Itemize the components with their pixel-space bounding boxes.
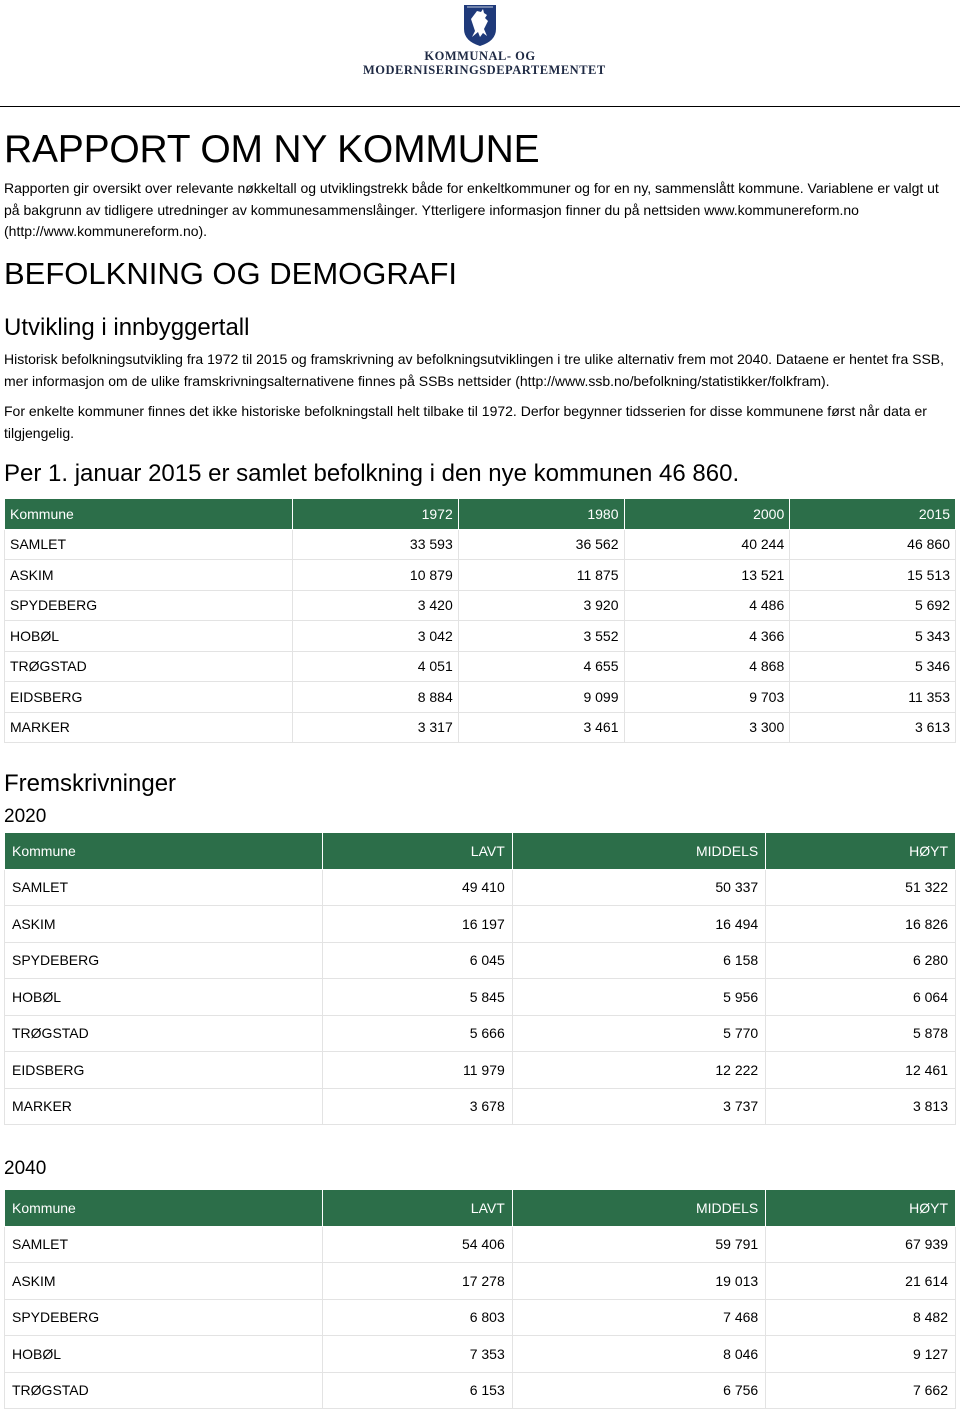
column-header: Kommune xyxy=(5,833,323,870)
section-title: BEFOLKNING OG DEMOGRAFI xyxy=(4,256,457,291)
population-cell: 6 064 xyxy=(766,979,956,1016)
column-header: 1972 xyxy=(293,499,459,530)
population-cell: 5 770 xyxy=(512,1015,765,1052)
population-cell: 5 956 xyxy=(512,979,765,1016)
column-header: 2015 xyxy=(790,499,956,530)
municipality-cell: MARKER xyxy=(5,712,293,743)
municipality-cell: ASKIM xyxy=(5,1263,323,1300)
table-header-row xyxy=(5,833,956,870)
population-cell: 3 920 xyxy=(458,590,624,621)
table-row xyxy=(5,1052,956,1089)
population-cell: 10 879 xyxy=(293,560,459,591)
column-header: 2000 xyxy=(624,499,790,530)
table-row xyxy=(5,1015,956,1052)
population-cell: 3 300 xyxy=(624,712,790,743)
section-paragraph-2: For enkelte kommuner finnes det ikke historiske befolkningstall helt tilbake til 1972. Derfor begynner tidsserien for disse kommunene først når data er tilgjengelig. xyxy=(4,403,927,441)
population-cell: 5 878 xyxy=(766,1015,956,1052)
population-cell: 3 461 xyxy=(458,712,624,743)
population-cell: 4 868 xyxy=(624,651,790,682)
population-cell: 3 552 xyxy=(458,621,624,652)
population-cell: 11 353 xyxy=(790,682,956,713)
municipality-cell: EIDSBERG xyxy=(5,1052,323,1089)
table-row xyxy=(5,529,956,560)
table-row xyxy=(5,1088,956,1125)
table-header-row xyxy=(5,1190,956,1227)
population-cell: 4 486 xyxy=(624,590,790,621)
table-row xyxy=(5,1299,956,1336)
logo-line-1: KOMMUNAL- OG xyxy=(424,49,536,63)
population-cell: 33 593 xyxy=(293,529,459,560)
population-cell: 54 406 xyxy=(323,1226,513,1263)
population-cell: 7 353 xyxy=(323,1336,513,1373)
table-row xyxy=(5,1336,956,1373)
column-header: MIDDELS xyxy=(512,1190,765,1227)
population-cell: 6 153 xyxy=(323,1372,513,1409)
population-cell: 9 127 xyxy=(766,1336,956,1373)
column-header: LAVT xyxy=(323,833,513,870)
table-row xyxy=(5,942,956,979)
population-cell: 6 158 xyxy=(512,942,765,979)
population-cell: 11 875 xyxy=(458,560,624,591)
population-cell: 6 803 xyxy=(323,1299,513,1336)
population-summary: Per 1. januar 2015 er samlet befolkning i den nye kommunen 46 860. xyxy=(4,460,740,487)
population-cell: 8 046 xyxy=(512,1336,765,1373)
municipality-cell: TRØGSTAD xyxy=(5,1372,323,1409)
population-cell: 21 614 xyxy=(766,1263,956,1300)
projection-year-2040: 2040 xyxy=(4,1158,47,1179)
population-cell: 50 337 xyxy=(512,869,765,906)
column-header: Kommune xyxy=(5,1190,323,1227)
population-cell: 6 756 xyxy=(512,1372,765,1409)
column-header: Kommune xyxy=(5,499,293,530)
population-cell: 3 678 xyxy=(323,1088,513,1125)
population-cell: 5 692 xyxy=(790,590,956,621)
municipality-cell: SPYDEBERG xyxy=(5,1299,323,1336)
population-cell: 11 979 xyxy=(323,1052,513,1089)
table-row xyxy=(5,979,956,1016)
municipality-cell: SAMLET xyxy=(5,1226,323,1263)
column-header: 1980 xyxy=(458,499,624,530)
population-cell: 5 346 xyxy=(790,651,956,682)
norwegian-lion-crest-icon xyxy=(462,3,498,47)
table-row xyxy=(5,1226,956,1263)
section-subtitle: Utvikling i innbyggertall xyxy=(4,314,250,341)
column-header: MIDDELS xyxy=(512,833,765,870)
population-cell: 51 322 xyxy=(766,869,956,906)
population-cell: 4 051 xyxy=(293,651,459,682)
report-intro: Rapporten gir oversikt over relevante nøkkeltall og utviklingstrekk både for enkeltkommuner og for en ny, sammenslått kommune. Variablene er valgt ut på bakgrunn av tidligere utredninger av kommunesammenslåinger. Ytterligere informasjon finner du på nettsiden www.kommunereform.no (http://www.kommunereform.no). xyxy=(4,180,939,239)
column-header: HØYT xyxy=(766,833,956,870)
population-cell: 19 013 xyxy=(512,1263,765,1300)
population-cell: 6 045 xyxy=(323,942,513,979)
municipality-cell: HOBØL xyxy=(5,621,293,652)
municipality-cell: EIDSBERG xyxy=(5,682,293,713)
population-cell: 8 482 xyxy=(766,1299,956,1336)
population-cell: 12 461 xyxy=(766,1052,956,1089)
population-cell: 9 099 xyxy=(458,682,624,713)
projections-title: Fremskrivninger xyxy=(4,770,177,797)
population-cell: 3 042 xyxy=(293,621,459,652)
population-cell: 3 317 xyxy=(293,712,459,743)
population-cell: 67 939 xyxy=(766,1226,956,1263)
population-cell: 6 280 xyxy=(766,942,956,979)
table-row xyxy=(5,621,956,652)
table-row xyxy=(5,869,956,906)
municipality-cell: SPYDEBERG xyxy=(5,590,293,621)
municipality-cell: HOBØL xyxy=(5,1336,323,1373)
population-cell: 3 420 xyxy=(293,590,459,621)
municipality-cell: SAMLET xyxy=(5,529,293,560)
table-row xyxy=(5,712,956,743)
column-header: LAVT xyxy=(323,1190,513,1227)
column-header: HØYT xyxy=(766,1190,956,1227)
population-cell: 17 278 xyxy=(323,1263,513,1300)
report-title: RAPPORT OM NY KOMMUNE xyxy=(4,128,540,171)
page-header xyxy=(0,0,960,107)
municipality-cell: TRØGSTAD xyxy=(5,651,293,682)
municipality-cell: TRØGSTAD xyxy=(5,1015,323,1052)
table-row xyxy=(5,1263,956,1300)
population-cell: 13 521 xyxy=(624,560,790,591)
population-cell: 4 655 xyxy=(458,651,624,682)
population-cell: 46 860 xyxy=(790,529,956,560)
projection-2020-table xyxy=(4,832,956,1125)
population-cell: 7 468 xyxy=(512,1299,765,1336)
table-row xyxy=(5,906,956,943)
population-cell: 9 703 xyxy=(624,682,790,713)
projection-2040-table xyxy=(4,1189,956,1409)
historic-population-table xyxy=(4,498,956,743)
population-cell: 4 366 xyxy=(624,621,790,652)
population-cell: 5 343 xyxy=(790,621,956,652)
population-cell: 16 197 xyxy=(323,906,513,943)
municipality-cell: ASKIM xyxy=(5,906,323,943)
municipality-cell: SAMLET xyxy=(5,869,323,906)
population-cell: 12 222 xyxy=(512,1052,765,1089)
population-cell: 16 494 xyxy=(512,906,765,943)
population-cell: 3 737 xyxy=(512,1088,765,1125)
population-cell: 8 884 xyxy=(293,682,459,713)
municipality-cell: MARKER xyxy=(5,1088,323,1125)
municipality-cell: HOBØL xyxy=(5,979,323,1016)
logo-line-2: MODERNISERINGSDEPARTEMENTET xyxy=(363,63,606,77)
population-cell: 7 662 xyxy=(766,1372,956,1409)
table-row xyxy=(5,651,956,682)
municipality-cell: SPYDEBERG xyxy=(5,942,323,979)
population-cell: 49 410 xyxy=(323,869,513,906)
table-row xyxy=(5,560,956,591)
municipality-cell: ASKIM xyxy=(5,560,293,591)
population-cell: 5 845 xyxy=(323,979,513,1016)
ministry-logo xyxy=(363,3,606,83)
projection-year-2020: 2020 xyxy=(4,806,47,827)
population-cell: 36 562 xyxy=(458,529,624,560)
population-cell: 5 666 xyxy=(323,1015,513,1052)
section-paragraph-1: Historisk befolkningsutvikling fra 1972 til 2015 og framskrivning av befolkningsutviklingen i tre ulike alternativ frem mot 2040. Dataene er hentet fra SSB, mer informasjon om de ulike framskrivningsalternativene finnes på SSBs nettsider (http://www.ssb.no/befolkning/statistikker/folkfram). xyxy=(4,351,945,389)
table-row xyxy=(5,1372,956,1409)
population-cell: 15 513 xyxy=(790,560,956,591)
table-header-row xyxy=(5,499,956,530)
population-cell: 16 826 xyxy=(766,906,956,943)
population-cell: 40 244 xyxy=(624,529,790,560)
population-cell: 3 813 xyxy=(766,1088,956,1125)
population-cell: 59 791 xyxy=(512,1226,765,1263)
population-cell: 3 613 xyxy=(790,712,956,743)
table-row xyxy=(5,682,956,713)
table-row xyxy=(5,590,956,621)
